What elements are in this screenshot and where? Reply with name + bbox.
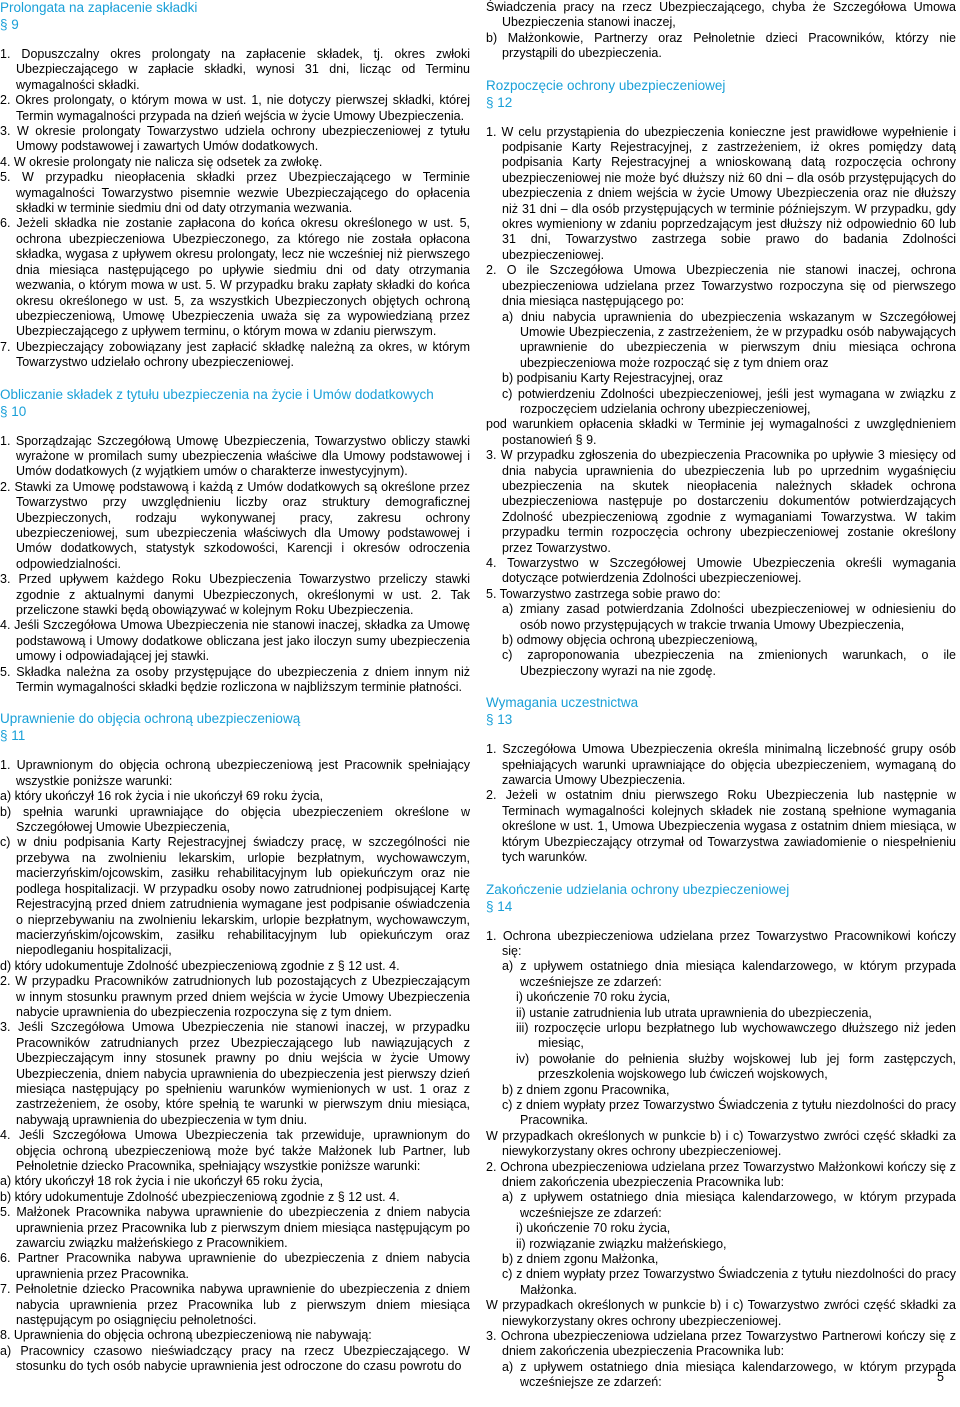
section-number: § 9	[0, 17, 19, 32]
section-number: § 14	[486, 898, 513, 914]
section	[486, 695, 956, 865]
paragraph: 1. Ochrona ubezpieczeniowa udzielana przez Towarzystwo Pracownikowi kończy się:	[486, 928, 956, 958]
section-title: Uprawnienie do objęcia ochroną ubezpieczeniową	[0, 711, 301, 727]
paragraph: 3. Ochrona ubezpieczeniowa udzielana przez Towarzystwo Partnerowi kończy się z dniem zakończenia ubezpieczenia Pracownika lub:	[486, 1329, 956, 1359]
paragraph: iv) powołanie do pełnienia służby wojskowej lub jej form zastępczych, przeszkolenia wojskowego lub ćwiczeń wojskowych,	[516, 1051, 956, 1082]
paragraph: W przypadkach określonych w punkcie b) i c) Towarzystwo zwróci część składki za niewykorzystany okres ochrony ubezpieczeniowej.	[486, 1298, 956, 1328]
paragraph: 1. Sporządzając Szczegółową Umowę Ubezpieczenia, Towarzystwo obliczy stawki wyrażone w promilach sumy ubezpieczenia właściwe dla Umowy podstawowej i Umów dodatkowych (z wyjątkiem umów o charakterze inwestycyjnym).	[0, 433, 470, 479]
paragraph: 6. Jeżeli składka nie zostanie zapłacona do końca okresu określonego w ust. 5, ochrona ubezpieczeniowa Ubezpieczonego, za którego nie została opłacona składka, wygasa z upływem okresu prolongaty, lecz nie wcześniej niż pierwszego dnia miesiąca następującego po upływie siedmiu dni od daty otrzymania wezwania, o którym mowa w ust. 5. W przypadku braku zapłaty składki do końca okresu określonego w ust. 5, za wszystkich Ubezpieczonych objętych ochroną ubezpieczeniową, Umowę Ubezpieczenia uważa się za wypowiedzianą przez Ubezpieczającego z upływem terminu, o którym mowa w zdaniu pierwszym.	[0, 216, 470, 339]
paragraph: 7. Pełnoletnie dziecko Pracownika nabywa uprawnienie do ubezpieczenia z dniem nabycia uprawnienia przez Pracownika lub z pierwszym dniem miesiąca następującym po osiągnięciu pełnoletności.	[0, 1282, 470, 1328]
left-column	[0, 0, 470, 1391]
section-number: § 13	[486, 712, 513, 728]
paragraph: i) ukończenie 70 roku życia,	[516, 990, 671, 1005]
paragraph: iii) rozpoczęcie urlopu bezpłatnego lub wychowawczego dłuższego niż jeden miesiąc,	[516, 1020, 956, 1051]
section-number: § 11	[0, 728, 26, 744]
paragraph: W przypadkach określonych w punkcie b) i c) Towarzystwo zwróci część składki za niewykorzystany okres ochrony ubezpieczeniowej.	[486, 1128, 956, 1159]
paragraph: a) z upływem ostatniego dnia miesiąca kalendarzowego, w którym przypada wcześniejsze ze zdarzeń:	[502, 959, 956, 989]
right-column	[486, 0, 956, 1407]
paragraph: 7. Ubezpieczający zobowiązany jest zapłacić składkę należną za okres, w którym Towarzystwo udzielało ochrony ubezpieczeniowej.	[0, 339, 470, 370]
section-title: Zakończenie udzielania ochrony ubezpieczeniowej	[486, 881, 790, 897]
section-title: Wymagania uczestnictwa	[486, 695, 639, 711]
paragraph: a) z upływem ostatniego dnia miesiąca kalendarzowego, w którym przypada wcześniejsze ze zdarzeń:	[502, 1359, 956, 1390]
paragraph: a) dniu nabycia uprawnienia do ubezpieczenia wskazanym w Szczegółowej Umowie Ubezpieczenia, z zastrzeżeniem, że w przypadku osób nabywających uprawnienie do ubezpieczenia w pierwszym dniu miesiąca ochrona ubezpieczeniowa może rozpocząć się z tym dniem oraz	[502, 309, 956, 370]
paragraph: 2. Okres prolongaty, o którym mowa w ust. 1, nie dotyczy pierwszej składki, której Termin wymagalności przypada na dzień wejścia w życie Umowy Ubezpieczenia.	[0, 93, 470, 123]
paragraph: c) zaproponowania ubezpieczenia na zmienionych warunkach, o ile Ubezpieczony wyrazi na nie zgodę.	[502, 648, 956, 678]
paragraph: c) z dniem wypłaty przez Towarzystwo Świadczenia z tytułu niezdolności do pracy Pracownika.	[502, 1097, 956, 1128]
section	[486, 78, 956, 680]
paragraph: 4. W okresie prolongaty nie nalicza się odsetek za zwłokę.	[0, 154, 323, 169]
paragraph: 5. Małżonek Pracownika nabywa uprawnienie do ubezpieczenia z dniem nabycia uprawnienia przez Pracownika lub z pierwszym dniem miesiąca następującym po zawarciu związku małżeńskiego z Pracownikiem.	[0, 1205, 470, 1251]
paragraph: d) który udokumentuje Zdolność ubezpieczeniową zgodnie z § 12 ust. 4.	[0, 958, 400, 973]
paragraph: 5. W przypadku nieopłacenia składki przez Ubezpieczającego w Terminie wymagalności Towarzystwo pisemnie wezwie Ubezpieczającego do opłacenia składki w terminie siedmiu dni od daty otrzymania wezwania.	[0, 170, 470, 216]
paragraph: 3. W przypadku zgłoszenia do ubezpieczenia Pracownika po upływie 3 miesięcy od dnia nabycia uprawnienia do ubezpieczenia lub po uprzednim wygaśnięciu ubezpieczenia na skutek nieopłacenia należnych składek ochrona ubezpieczeniowa następuje po dostarczeniu dokumentów potwierdzających Zdolność ubezpieczeniową zgodnie z wymaganiami Towarzystwa. W takim przypadku termin rozpoczęcia ochrony ubezpieczeniowej zostanie określony przez Towarzystwo.	[486, 448, 956, 555]
paragraph: 3. Jeśli Szczegółowa Umowa Ubezpieczenia nie stanowi inaczej, w przypadku Pracowników zatrudnianych przez Ubezpieczającego lub nawiązujących z Ubezpieczającym inny stosunek prawny po dniu wejścia w życie Umowy Ubezpieczenia, dniem nabycia uprawnienia do ubezpieczenia jest pierwszy dzień miesiąca następujący po spełnieniu warunków wymienionych w ust. 1 oraz z zastrzeżeniem, że osoby, które spełnią te warunki w pierwszym dniu miesiąca, nabywają uprawnienia do ubezpieczenia w tym dniu.	[0, 1020, 470, 1127]
section	[486, 882, 956, 1391]
paragraph: a) który ukończył 16 rok życia i nie ukończył 69 roku życia,	[0, 789, 324, 804]
paragraph: 2. Ochrona ubezpieczeniowa udzielana przez Towarzystwo Małżonkowi kończy się z dniem zakończenia ubezpieczenia Pracownika lub:	[486, 1159, 956, 1189]
paragraph: 6. Partner Pracownika nabywa uprawnienie do ubezpieczenia z dniem nabycia uprawnienia przez Pracownika.	[0, 1251, 470, 1281]
paragraph: 1. Uprawnionym do objęcia ochroną ubezpieczeniową jest Pracownik spełniający wszystkie poniższe warunki:	[0, 758, 470, 788]
paragraph: b) podpisaniu Karty Rejestracyjnej, oraz	[502, 371, 723, 386]
paragraph: 1. W celu przystąpienia do ubezpieczenia konieczne jest prawidłowe wypełnienie i podpisanie Karty Rejestracyjnej, z zastrzeżeniem, iż okres pomiędzy datą podpisania Karty Rejestracyjnej a wnioskowaną datą rozpoczęcia ochrony ubezpieczeniowej nie może być dłuższy niż 60 dni – dla osób przystępujących do ubezpieczenia z dniem wejścia w życie Umowy Ubezpieczenia oraz nie dłuższy niż 31 dni – dla osób przystępujących w terminie późniejszym. W przypadku, gdy okres wymieniony w zdaniu poprzedzającym jest dłuższy niż odpowiednio 60 lub 31 dni, Towarzystwo zastrzega sobie prawo do badania Zdolności ubezpieczeniowej.	[486, 124, 956, 262]
section-title: Obliczanie składek z tytułu ubezpieczenia na życie i Umów dodatkowych	[0, 386, 434, 402]
paragraph: 4. Towarzystwo w Szczegółowej Umowie Ubezpieczenia określi wymagania dotyczące potwierdzenia Zdolności ubezpieczeniowej.	[486, 556, 956, 586]
paragraph: 2. W przypadku Pracowników zatrudnionych lub pozostających z Ubezpieczającym w innym stosunku prawnym przed dniem wejścia w życie Umowy Ubezpieczenia nabycie uprawnienia do ubezpieczenia rozpoczyna się z tym dniem.	[0, 974, 470, 1019]
section	[486, 0, 956, 62]
paragraph: c) potwierdzeniu Zdolności ubezpieczeniowej, jeśli jest wymagana w związku z rozpoczęciem udzielania ochrony ubezpieczeniowej,	[502, 386, 956, 416]
paragraph: a) z upływem ostatniego dnia miesiąca kalendarzowego, w którym przypada wcześniejsze ze zdarzeń:	[502, 1190, 956, 1220]
paragraph: a) Pracownicy czasowo nieświadczący pracy na rzecz Ubezpieczającego. W stosunku do tych osób nabycie uprawnienia jest odroczone do czasu powrotu do	[0, 1343, 470, 1374]
paragraph: c) z dniem wypłaty przez Towarzystwo Świadczenia z tytułu niezdolności do pracy Małżonka.	[502, 1267, 956, 1297]
paragraph: 1. Dopuszczalny okres prolongaty na zapłacenie składek, tj. okres zwłoki Ubezpieczającego w zapłacie składki, wynosi 31 dni, licząc od Terminu wymagalności składki.	[0, 47, 470, 92]
section	[0, 711, 470, 1374]
paragraph: 2. O ile Szczegółowa Umowa Ubezpieczenia nie stanowi inaczej, ochrona ubezpieczeniowa udzielana przez Towarzystwo rozpoczyna się od pierwszego dnia miesiąca następującego po:	[486, 263, 956, 309]
paragraph: 3. Przed upływem każdego Roku Ubezpieczenia Towarzystwo przeliczy stawki zgodnie z aktualnymi danymi Ubezpieczonych, określonymi w ust. 2. Tak przeliczone stawki będą obowiązywać w kolejnym Roku Ubezpieczenia.	[0, 572, 470, 617]
paragraph: a) zmiany zasad potwierdzania Zdolności ubezpieczeniowej w odniesieniu do osób nowo przystępujących w trakcie trwania Umowy Ubezpieczenia,	[502, 602, 956, 632]
paragraph: b) z dniem zgonu Małżonka,	[502, 1252, 659, 1267]
paragraph: 2. Jeżeli w ostatnim dniu pierwszego Roku Ubezpieczenia lub następnie w Terminach wymagalności kolejnych składek nie zostaną spełnione wymagania określone w ust. 1, Umowa Ubezpieczenia wygasa z ostatnim dniem miesiąca, w którym Ubezpieczający otrzymał od Towarzystwa zawiadomienie o niespełnieniu tych warunków.	[486, 788, 956, 865]
paragraph: 5. Składka należna za osoby przystępujące do ubezpieczenia z dniem innym niż Termin wymagalności składki będzie rozliczona w najbliższym terminie płatności.	[0, 664, 470, 695]
paragraph: 1. Szczegółowa Umowa Ubezpieczenia określa minimalną liczebność grupy osób spełniających warunki uprawniające do objęcia ubezpieczeniem, wymaganą do zawarcia Umowy Ubezpieczenia.	[486, 742, 956, 788]
section	[0, 387, 470, 696]
page-number: 5	[937, 1370, 944, 1384]
paragraph: 4. Jeśli Szczegółowa Umowa Ubezpieczenia tak przewiduje, uprawnionym do objęcia ochroną ubezpieczeniową może być także Małżonek lub Partner, lub Pełnoletnie dziecko Pracownika, spełniający wszystkie poniższe warunki:	[0, 1128, 470, 1173]
paragraph: c) w dniu podpisania Karty Rejestracyjnej świadczy pracę, w szczególności nie przebywa na zwolnieniu lekarskim, urlopie bezpłatnym, wychowawczym, macierzyńskim/ojcowskim, zasiłku rehabilitacyjnym lub opiekuńczym oraz nie podlega hospitalizacji. W przypadku osoby nowo zatrudnionej podpisującej Kartę Rejestracyjną przed dniem zatrudnienia wymagane jest podpisanie oświadczenia o nieprzebywaniu na zwolnieniu lekarskim, urlopie bezpłatnym, wychowawczym, macierzyńskim/ojcowskim, zasiłku rehabilitacyjnym lub opiekuńczym oraz niepodleganiu hospitalizacji,	[0, 835, 470, 958]
paragraph: b) Małżonkowie, Partnerzy oraz Pełnoletnie dzieci Pracowników, którzy nie przystąpili do ubezpieczenia.	[486, 30, 956, 61]
section-number: § 12	[486, 94, 513, 110]
section-number: § 10	[0, 403, 27, 419]
paragraph: a) który ukończył 18 rok życia i nie ukończył 65 roku życia,	[0, 1174, 324, 1189]
paragraph: 4. Jeśli Szczegółowa Umowa Ubezpieczenia nie stanowi inaczej, składka za Umowę podstawową i Umowy dodatkowe obliczana jest jako iloczyn sumy ubezpieczenia umowy i odpowiadającej jej stawki.	[0, 618, 470, 664]
paragraph: b) odmowy objęcia ochroną ubezpieczeniową,	[502, 633, 758, 648]
paragraph: b) który udokumentuje Zdolność ubezpieczeniową zgodnie z § 12 ust. 4.	[0, 1189, 400, 1204]
paragraph: Świadczenia pracy na rzecz Ubezpieczającego, chyba że Szczegółowa Umowa Ubezpieczenia stanowi inaczej,	[486, 0, 956, 30]
paragraph: 8. Uprawnienia do objęcia ochroną ubezpieczeniową nie nabywają:	[0, 1328, 372, 1343]
paragraph: ii) ustanie zatrudnienia lub utrata uprawnienia do ubezpieczenia,	[516, 1005, 872, 1020]
paragraph: b) spełnia warunki uprawniające do objęcia ubezpieczeniem określone w Szczegółowej Umowie Ubezpieczenia,	[0, 804, 470, 835]
paragraph: 3. W okresie prolongaty Towarzystwo udziela ochrony ubezpieczeniowej z tytułu Umowy podstawowej i zawartych Umów dodatkowych.	[0, 124, 470, 154]
paragraph: ii) rozwiązanie związku małżeńskiego,	[516, 1236, 727, 1251]
section-title: Prolongata na zapłacenie składki	[0, 0, 198, 15]
section	[0, 0, 470, 371]
paragraph: i) ukończenie 70 roku życia,	[516, 1221, 671, 1236]
paragraph: pod warunkiem opłacenia składki w Terminie jej wymagalności z uwzględnieniem postanowień § 9.	[486, 417, 956, 447]
paragraph: b) z dniem zgonu Pracownika,	[502, 1082, 670, 1097]
paragraph: 2. Stawki za Umowę podstawową i każdą z Umów dodatkowych są określone przez Towarzystwo przy uwzględnieniu liczby oraz struktury demograficznej Ubezpieczonych, rodzaju wykonywanej pracy, zakresu ochrony ubezpieczeniowej, sum ubezpieczenia właściwych dla Umowy podstawowej i Umów dodatkowych, statystyk szkodowości, Karencji i okresów odroczenia odpowiedzialności.	[0, 479, 470, 571]
section-title: Rozpoczęcie ochrony ubezpieczeniowej	[486, 77, 726, 93]
paragraph: 5. Towarzystwo zastrzega sobie prawo do:	[486, 586, 721, 601]
